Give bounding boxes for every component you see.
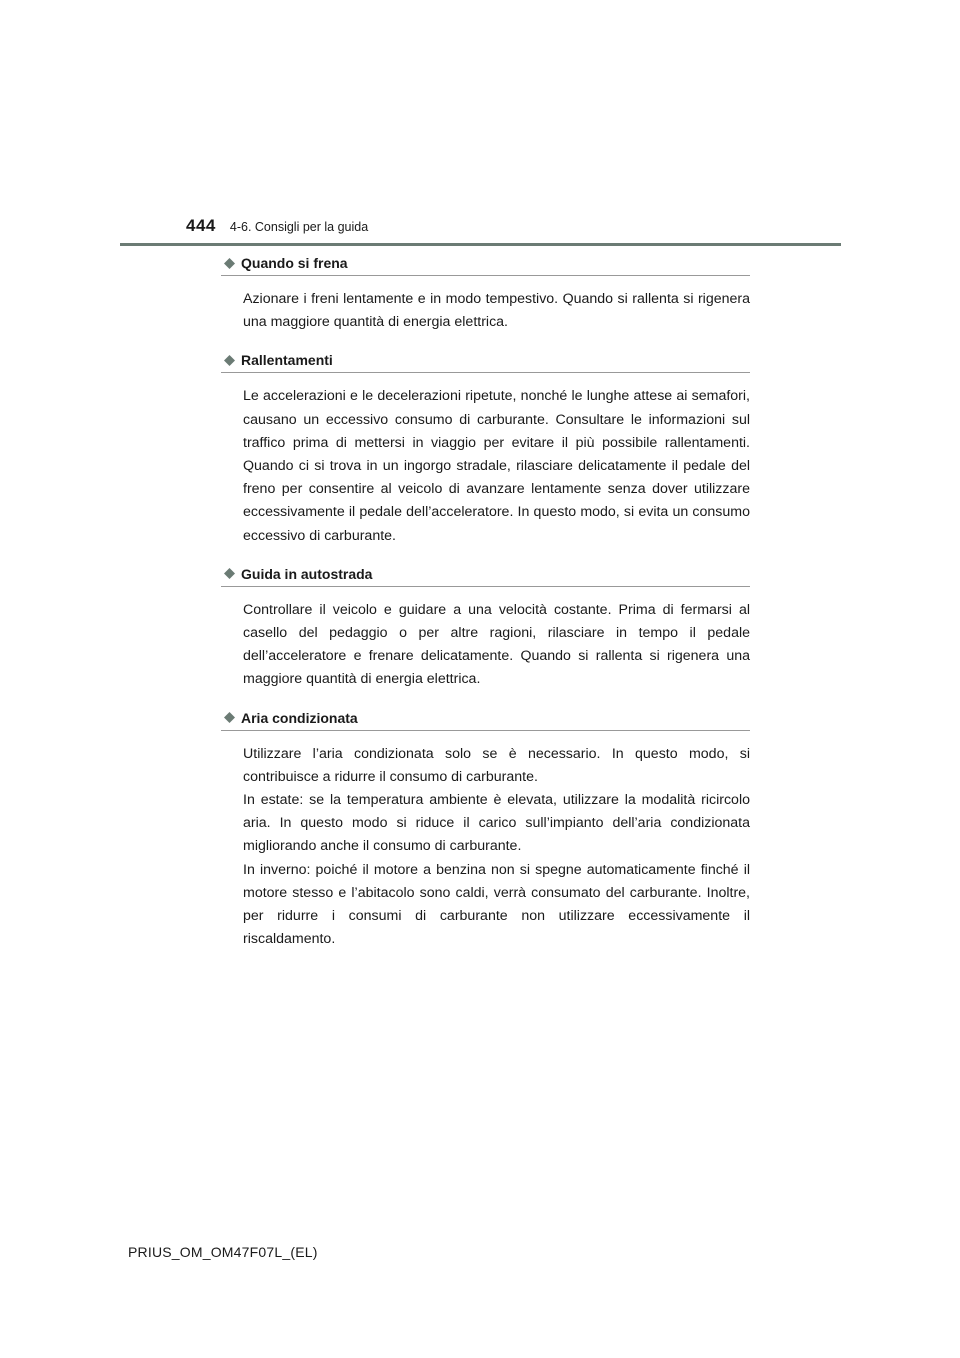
paragraph: In estate: se la temperatura ambiente è elevata, utilizzare la modalità ricircolo aria. In questo modo si riduce il carico sull’impianto dell’aria condizionata migliorando anche il consumo di carburante. bbox=[243, 792, 750, 855]
section-title: Aria condizionata bbox=[241, 709, 358, 726]
section-heading bbox=[221, 252, 750, 276]
paragraph: Controllare il veicolo e guidare a una velocità costante. Prima di fermarsi al casello del pedaggio o per altre ragioni, rilasciare in tempo il pedale dell’acceleratore e frenare delicatamente. Quando si rallenta si rigenera una maggiore quantità di energia elettrica. bbox=[243, 601, 750, 688]
page-header bbox=[186, 216, 368, 236]
section-braking bbox=[221, 252, 750, 334]
page-number: 444 bbox=[186, 216, 216, 235]
section-title: Rallentamenti bbox=[241, 352, 333, 369]
header-divider bbox=[120, 243, 841, 246]
paragraph: Utilizzare l’aria condizionata solo se è necessario. In questo modo, si contribuisce a ridurre il consumo di carburante. bbox=[243, 745, 750, 785]
section-slowdowns bbox=[221, 349, 750, 547]
section-title: Quando si frena bbox=[241, 255, 348, 271]
section-air-conditioning bbox=[221, 707, 750, 952]
paragraph: In inverno: poiché il motore a benzina non si spegne automaticamente finché il motore stesso e l’abitacolo sono caldi, verrà consumato del carburante. Inoltre, per ridurre i consumi di carburante non utilizzare eccessivamente il riscaldamento. bbox=[243, 861, 750, 948]
section-body bbox=[243, 743, 750, 952]
paragraph: Le accelerazioni e le decelerazioni ripetute, nonché le lunghe attese ai semafori, causano un eccessivo consumo di carburante. Consultare le informazioni sul traffico prima di mettersi in viaggio per evitare il più possibile rallentamenti. Quando ci si trova in un ingorgo stradale, rilasciare delicatamente il pedale del freno per consentire al veicolo di avanzare lentamente senza dover utilizzare eccessivamente il pedale dell’acceleratore. In questo modo, si evita un consumo eccessivo di carburante. bbox=[243, 388, 750, 544]
diamond-icon bbox=[224, 258, 235, 269]
diamond-icon bbox=[224, 568, 235, 579]
section-heading bbox=[221, 349, 750, 373]
main-content bbox=[221, 252, 750, 966]
diamond-icon bbox=[224, 355, 235, 366]
section-body bbox=[243, 385, 750, 547]
section-heading bbox=[221, 707, 750, 731]
section-body bbox=[243, 288, 750, 334]
diamond-icon bbox=[224, 712, 235, 723]
section-highway bbox=[221, 563, 750, 692]
section-title: Guida in autostrada bbox=[241, 565, 373, 582]
chapter-section-title: 4-6. Consigli per la guida bbox=[229, 220, 369, 234]
paragraph: Azionare i freni lentamente e in modo tempestivo. Quando si rallenta si rigenera una maggiore quantità di energia elettrica. bbox=[243, 291, 750, 331]
section-heading bbox=[221, 563, 750, 587]
document-code: PRIUS_OM_OM47F07L_(EL) bbox=[128, 1244, 318, 1260]
section-body bbox=[243, 599, 750, 692]
